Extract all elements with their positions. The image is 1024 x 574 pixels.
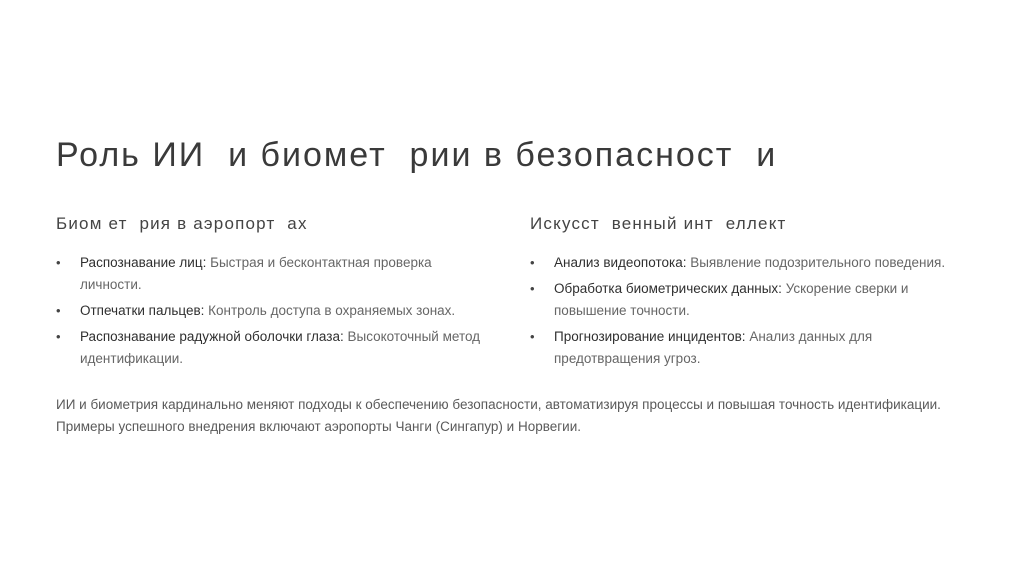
bullet-icon: • <box>56 303 61 318</box>
item-text: Контроль доступа в охраняемых зонах. <box>204 303 456 318</box>
item-text: Высокоточный метод идентификации. <box>80 329 481 366</box>
item-term: Прогнозирование инцидентов: <box>554 329 746 344</box>
item-term: Распознавание радужной оболочки глаза: <box>80 329 344 344</box>
item-text: Ускорение сверки и повышение точности. <box>554 281 909 318</box>
bullet-icon: • <box>530 329 535 344</box>
item-text: Быстрая и бесконтактная проверка личности. <box>80 255 432 292</box>
list-item <box>530 252 970 274</box>
list-item <box>56 300 496 322</box>
biometrics-list <box>56 252 496 370</box>
bullet-icon: • <box>530 281 535 296</box>
item-text: Выявление подозрительного поведения. <box>686 255 946 270</box>
bullet-icon: • <box>530 255 535 270</box>
list-item <box>56 326 496 370</box>
item-text: Анализ данных для предотвращения угроз. <box>554 329 873 366</box>
item-term: Распознавание лиц: <box>80 255 207 270</box>
list-item <box>530 278 970 322</box>
ai-column <box>530 214 970 374</box>
item-term: Обработка биометрических данных: <box>554 281 782 296</box>
item-term: Отпечатки пальцев: <box>80 303 205 318</box>
biometrics-column <box>56 214 496 374</box>
list-item <box>56 252 496 296</box>
ai-list <box>530 252 970 370</box>
list-item <box>530 326 970 370</box>
summary <box>56 394 976 438</box>
ai-heading: Искусст венный инт еллект <box>530 214 787 233</box>
summary-line: Примеры успешного внедрения включают аэропорты Чанги (Сингапур) и Норвегии. <box>56 419 582 434</box>
bullet-icon: • <box>56 255 61 270</box>
biometrics-heading: Биом ет рия в аэропорт ах <box>56 214 308 233</box>
item-term: Анализ видеопотока: <box>554 255 687 270</box>
bullet-icon: • <box>56 329 61 344</box>
summary-line: ИИ и биометрия кардинально меняют подходы к обеспечению безопасности, автоматизируя процессы и повышая точность идентификации. <box>56 397 941 412</box>
slide-title: Роль ИИ и биомет рии в безопасност и <box>56 136 778 174</box>
